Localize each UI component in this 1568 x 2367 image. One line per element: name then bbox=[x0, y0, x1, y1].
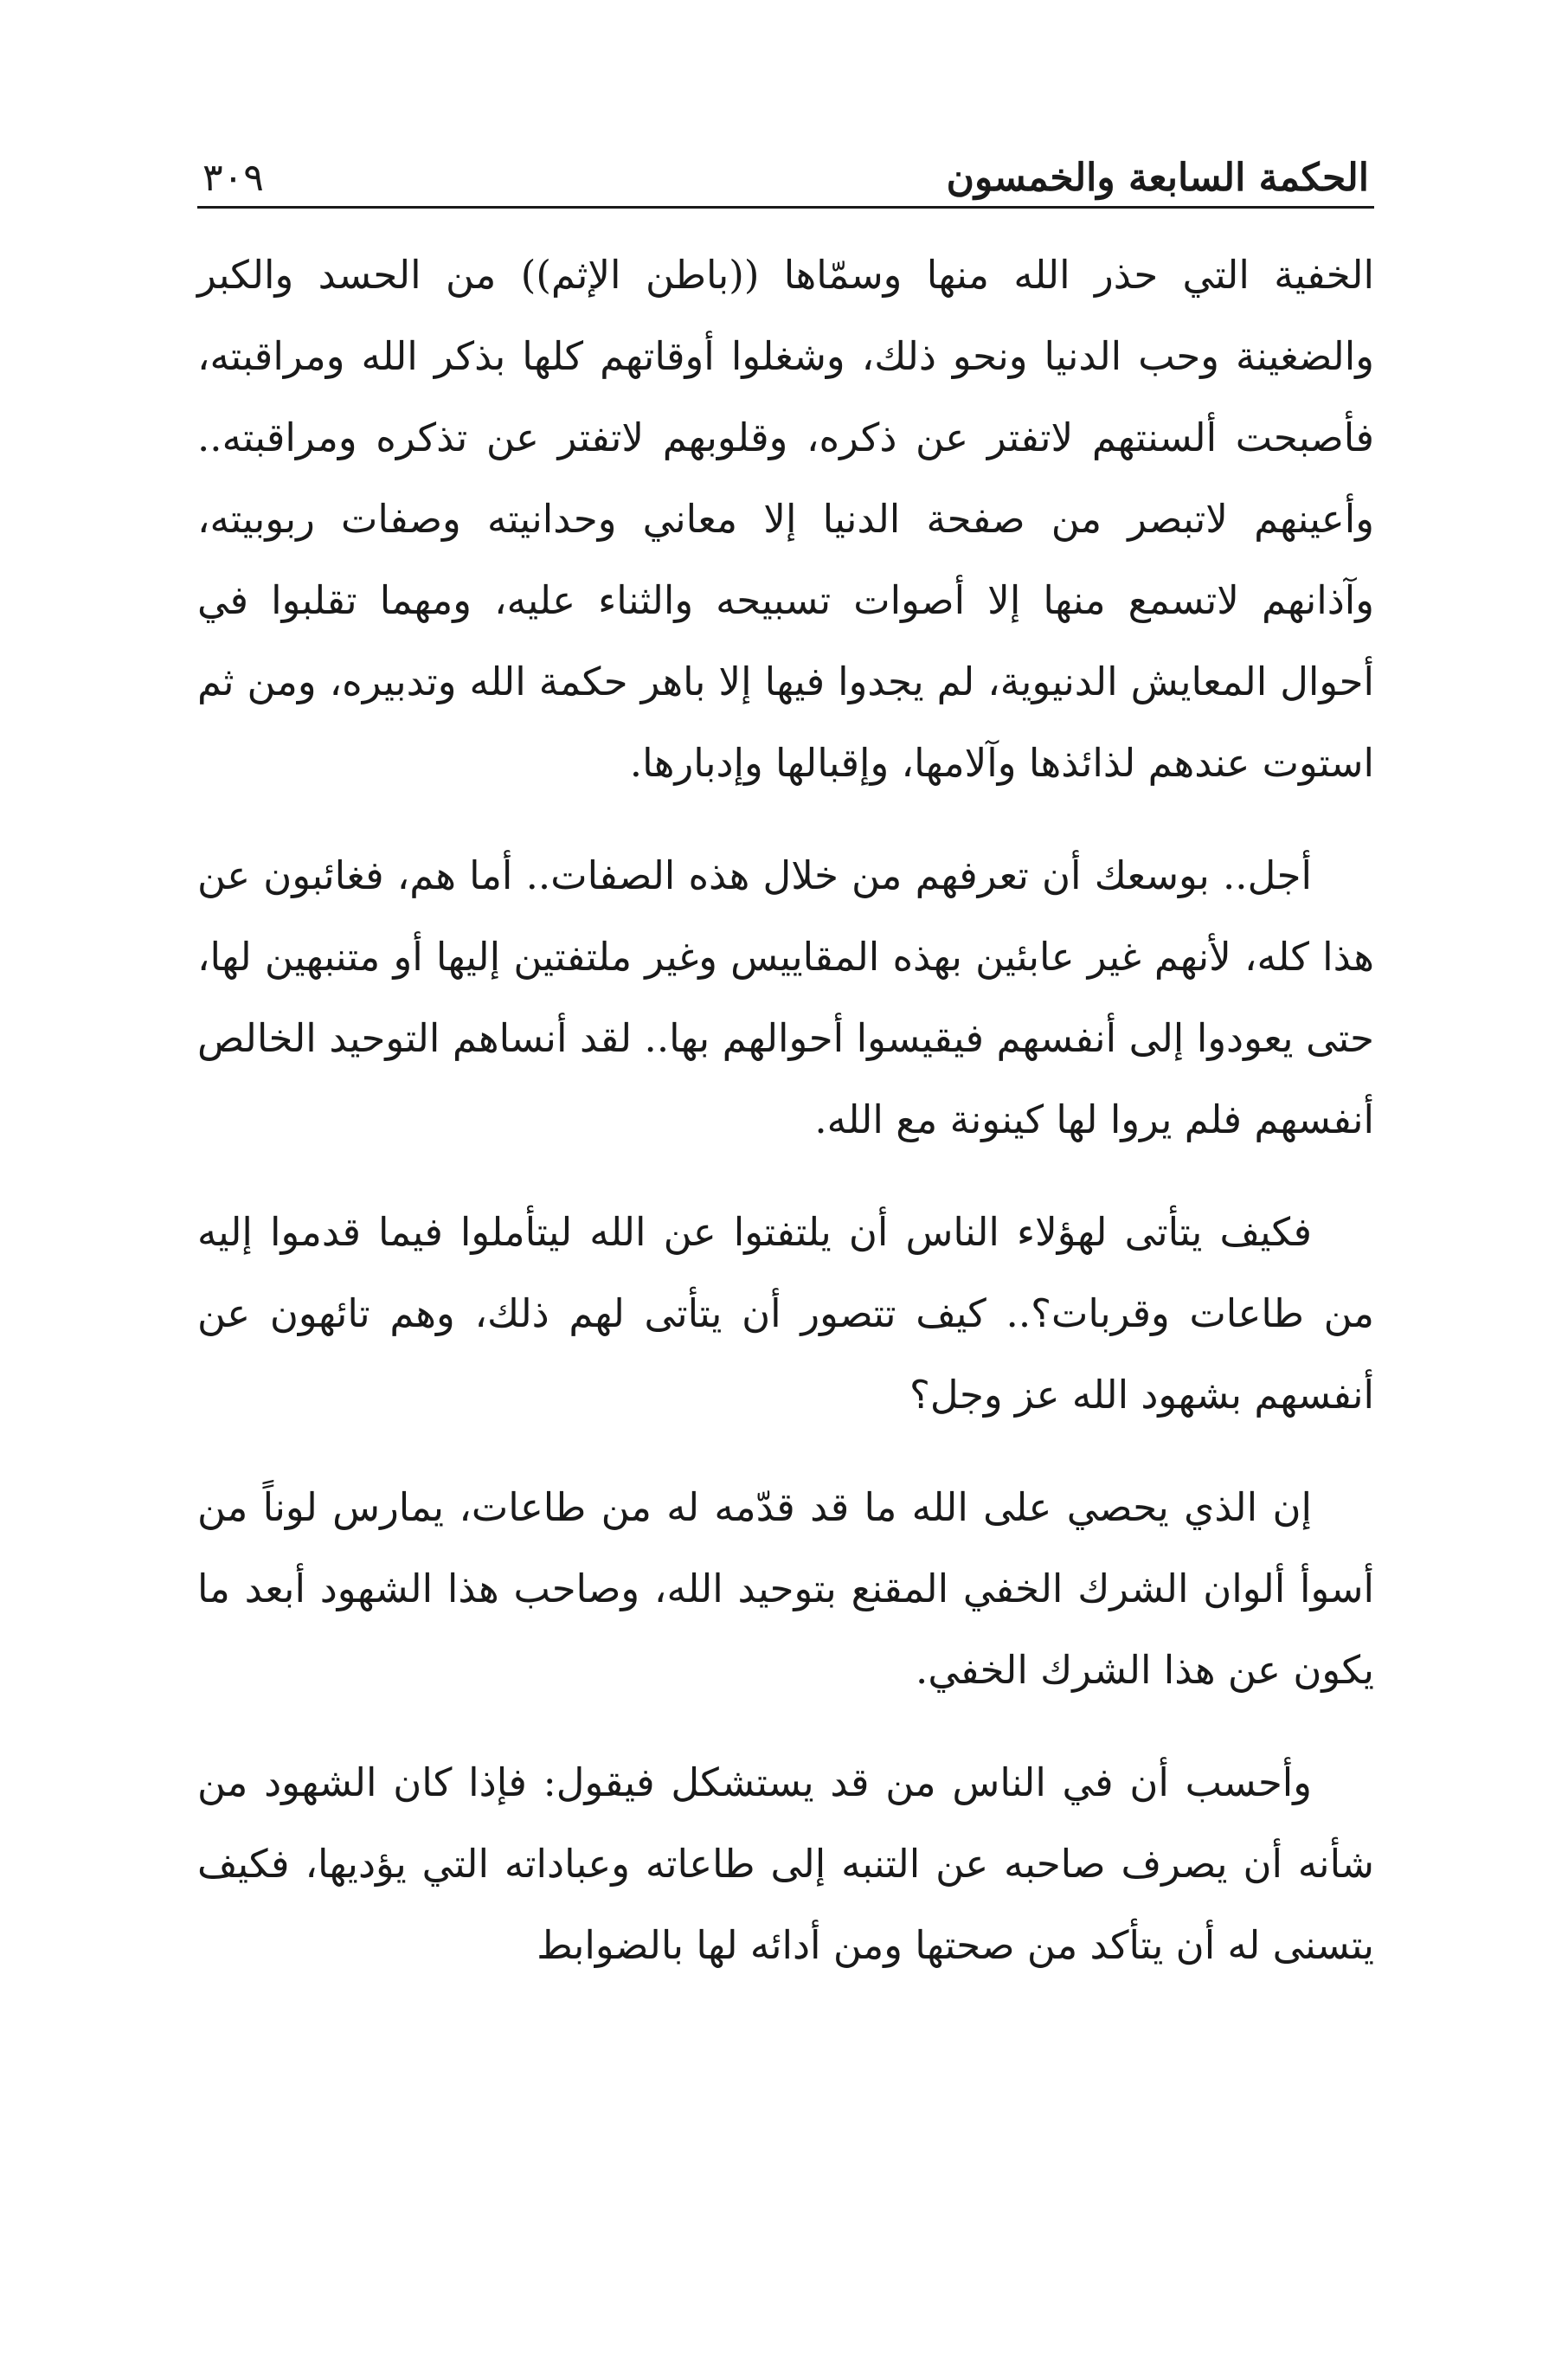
paragraph-1: الخفية التي حذر الله منها وسمّاها ((باطن الإثم)) من الحسد والكبر والضغينة وحب الدنيا ونحو ذلك، وشغلوا أوقاتهم كلها بذكر الله ومراقبته، فأصبحت ألسنتهم لاتفتر عن ذكره، وقلوبهم لاتفتر عن تذكره ومراقبته.. وأعينهم لاتبصر من صفحة الدنيا إلا معاني وحدانيته وصفات ربوبيته، وآذانهم لاتسمع منها إلا أصوات تسبيحه والثناء عليه، ومهما تقلبوا في أحوال المعايش الدنيوية، لم يجدوا فيها إلا باهر حكمة الله وتدبيره، ومن ثم استوت عندهم لذائذها وآلامها، وإقبالها وإدبارها. bbox=[197, 252, 1374, 786]
paragraph-5: وأحسب أن في الناس من قد يستشكل فيقول: فإذا كان الشهود من شأنه أن يصرف صاحبه عن التنبه إلى طاعاته وعباداته التي يؤديها، فكيف يتسنى له أن يتأكد من صحتها ومن أدائه لها بالضوابط bbox=[197, 1759, 1374, 1968]
running-header bbox=[197, 130, 1374, 209]
page-number: ٣٠٩ bbox=[202, 156, 264, 200]
book-page bbox=[197, 130, 1374, 2017]
paragraph-2: أجل.. بوسعك أن تعرفهم من خلال هذه الصفات.. أما هم، فغائبون عن هذا كله، لأنهم غير عابئين بهذه المقاييس وغير ملتفتين إليها أو متنبهين لها، حتى يعودوا إلى أنفسهم فيقيسوا أحوالهم بها.. لقد أنساهم التوحيد الخالص أنفسهم فلم يروا لها كينونة مع الله. bbox=[197, 852, 1374, 1142]
paragraph-4: إن الذي يحصي على الله ما قد قدّمه له من طاعات، يمارس لوناً من أسوأ ألوان الشرك الخفي المقنع بتوحيد الله، وصاحب هذا الشهود أبعد ما يكون عن هذا الشرك الخفي. bbox=[197, 1484, 1374, 1693]
chapter-title: الحكمة السابعة والخمسون bbox=[946, 156, 1369, 200]
paragraph-3: فكيف يتأتى لهؤلاء الناس أن يلتفتوا عن الله ليتأملوا فيما قدموا إليه من طاعات وقربات؟.. كيف تتصور أن يتأتى لهم ذلك، وهم تائهون عن أنفسهم بشهود الله عز وجل؟ bbox=[197, 1209, 1374, 1418]
body-text bbox=[197, 235, 1374, 1986]
